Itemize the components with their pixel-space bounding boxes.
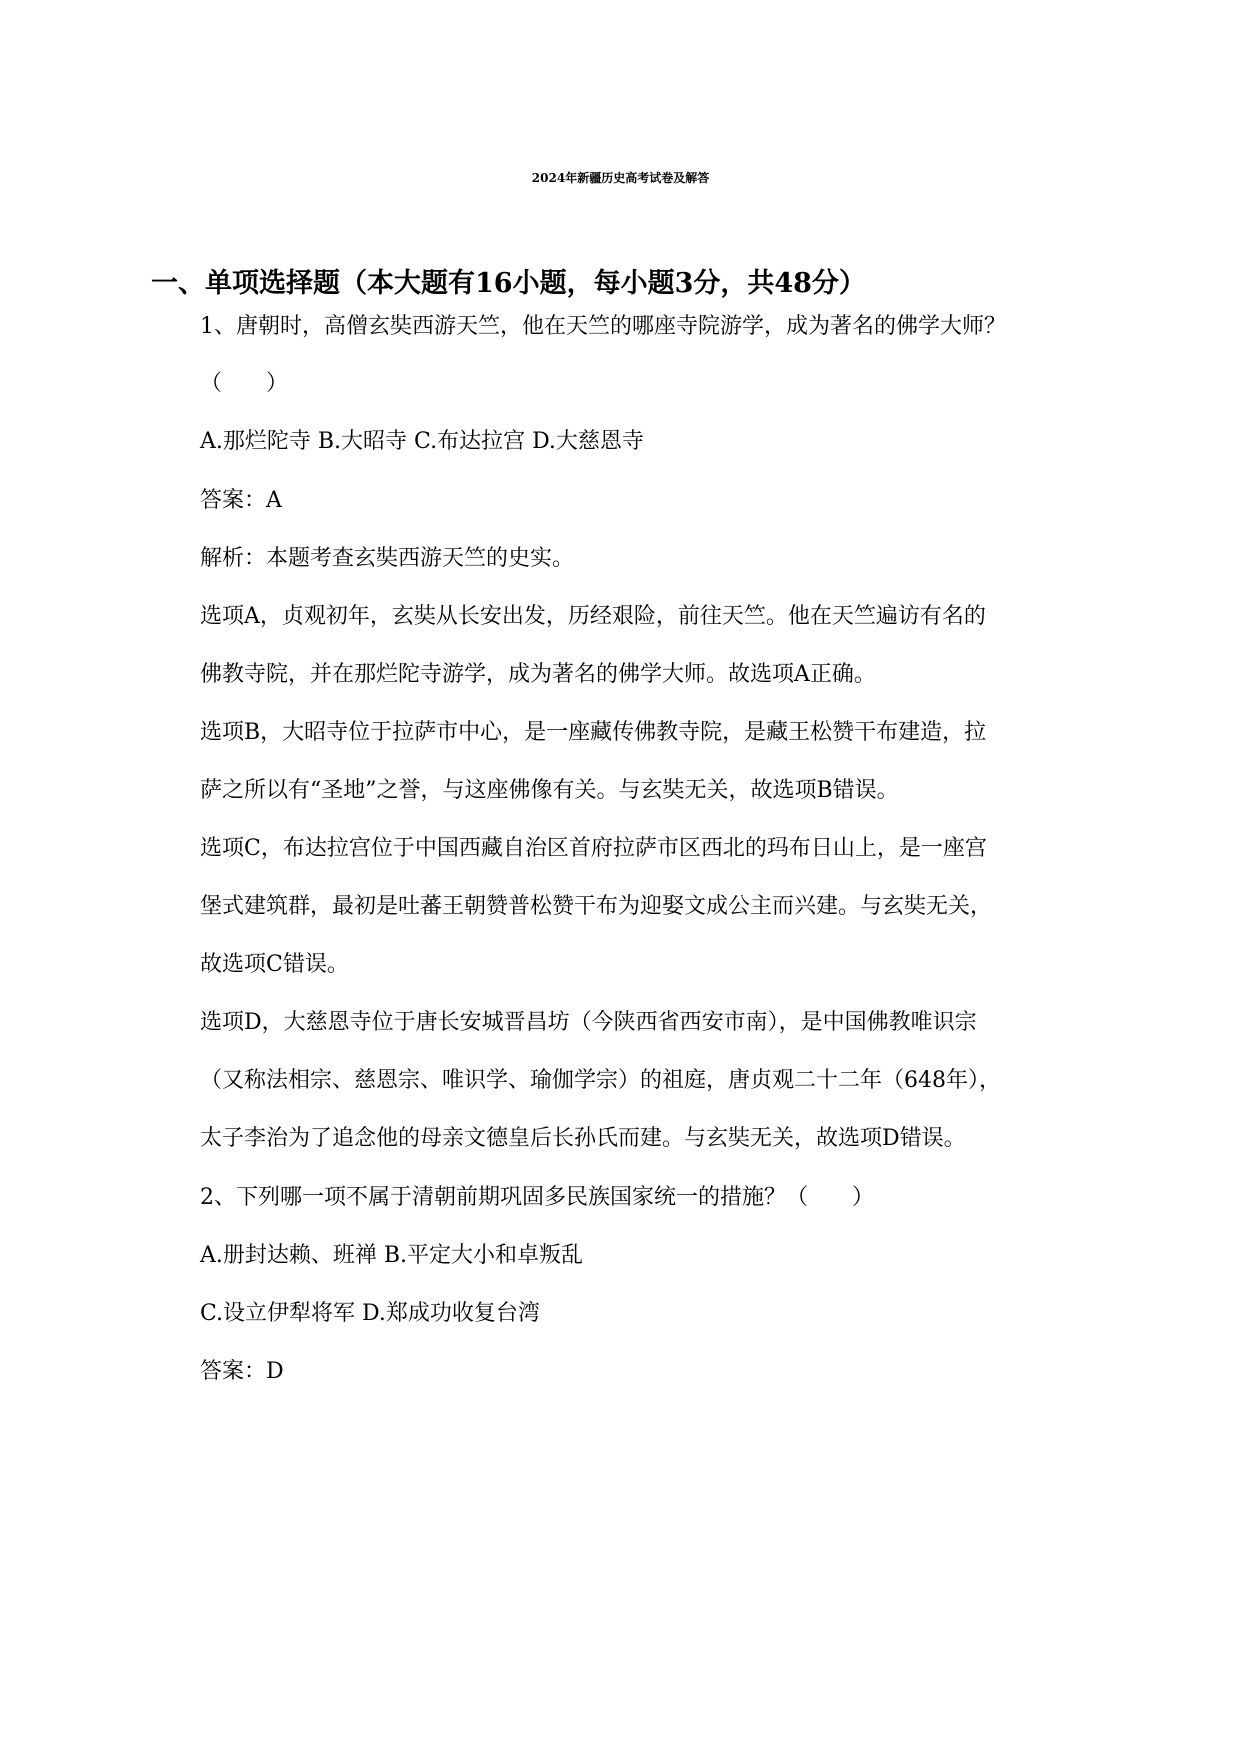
question-1-option-d-line-2: （又称法相宗、慈恩宗、唯识学、瑜伽学宗）的祖庭，唐贞观二十二年（648年），	[200, 1068, 1001, 1093]
question-1-option-b-line-1: 选项B，大昭寺位于拉萨市中心，是一座藏传佛教寺院，是藏王松赞干布建造，拉	[200, 720, 987, 745]
section-heading: 一、单项选择题（本大题有16小题，每小题3分，共48分）	[151, 268, 866, 299]
document-title: 2024年新疆历史高考试卷及解答	[531, 171, 710, 185]
question-1-option-b-line-2: 萨之所以有“圣地”之誉，与这座佛像有关。与玄奘无关，故选项B错误。	[200, 778, 899, 803]
question-1-option-c-line-3: 故选项C错误。	[200, 952, 349, 977]
question-1-stem-line-1: 1、唐朝时，高僧玄奘西游天竺，他在天竺的哪座寺院游学，成为著名的佛学大师？	[200, 314, 1006, 339]
question-2-stem: 2、下列哪一项不属于清朝前期巩固多民族国家统一的措施？（ ）	[200, 1185, 874, 1210]
question-1-analysis-intro: 解析：本题考查玄奘西游天竺的史实。	[200, 546, 575, 571]
question-1-stem-line-2: （ ）	[200, 371, 289, 396]
question-2-answer: 答案：D	[200, 1359, 284, 1384]
question-2-options-line-2: C.设立伊犁将军 D.郑成功收复台湾	[200, 1301, 540, 1326]
question-1-option-d-line-1: 选项D，大慈恩寺位于唐长安城晋昌坊（今陕西省西安市南），是中国佛教唯识宗	[200, 1010, 977, 1035]
question-1-answer: 答案：A	[200, 488, 282, 513]
question-2-options-line-1: A.册封达赖、班禅 B.平定大小和卓叛乱	[200, 1243, 584, 1268]
question-1-option-a-line-1: 选项A，贞观初年，玄奘从长安出发，历经艰险，前往天竺。他在天竺遍访有名的	[200, 604, 986, 629]
question-1-option-c-line-2: 堡式建筑群，最初是吐蕃王朝赞普松赞干布为迎娶文成公主而兴建。与玄奘无关，	[200, 894, 993, 919]
question-1-option-d-line-3: 太子李治为了追念他的母亲文德皇后长孙氏而建。与玄奘无关，故选项D错误。	[200, 1126, 966, 1151]
question-1-option-c-line-1: 选项C，布达拉宫位于中国西藏自治区首府拉萨市区西北的玛布日山上，是一座宫	[200, 836, 987, 861]
question-1-options: A.那烂陀寺 B.大昭寺 C.布达拉宫 D.大慈恩寺	[200, 429, 644, 454]
question-1-option-a-line-2: 佛教寺院，并在那烂陀寺游学，成为著名的佛学大师。故选项A正确。	[200, 662, 876, 687]
